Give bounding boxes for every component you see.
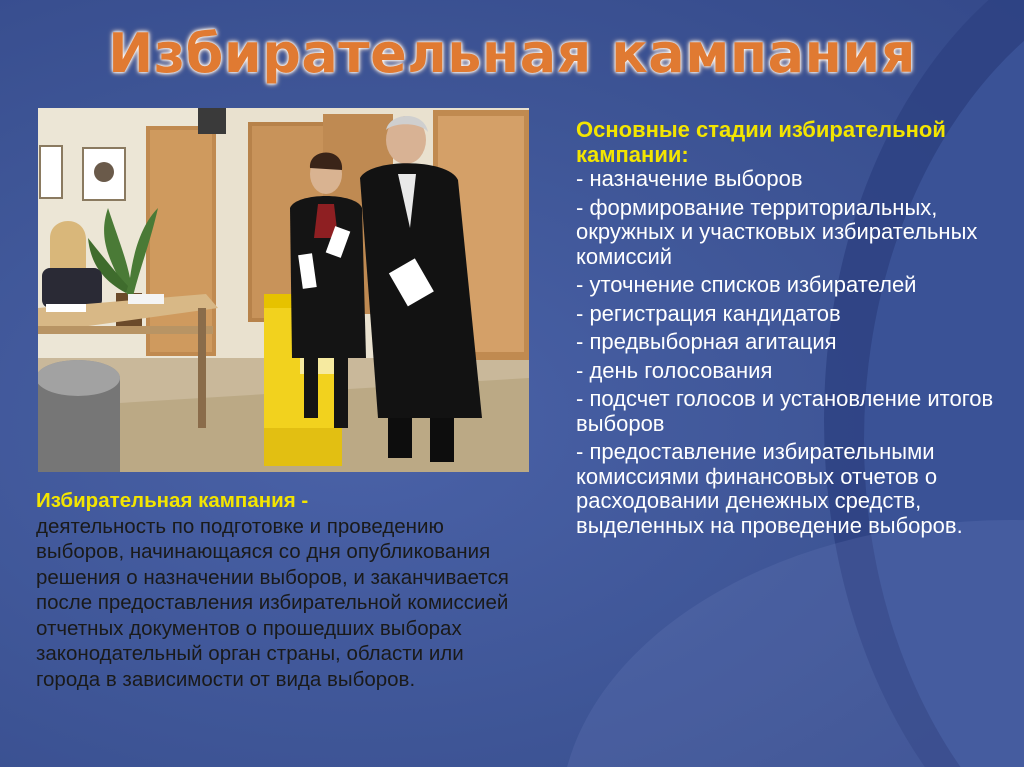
voting-photo — [38, 108, 529, 472]
definition-separator: - — [295, 489, 309, 512]
stage-item: - подсчет голосов и установление итогов выборов — [576, 386, 994, 436]
stage-item: - формирование территориальных, окружных и участковых избирательных комиссий — [576, 194, 978, 269]
stage-item: - регистрация кандидатов — [576, 300, 841, 326]
definition-text: деятельность по подготовке и проведению выборов, начинающаяся со дня опубликования решения о назначении выборов, и заканчивается после предоставления избирательной комиссией отчетных документов о прошедших выборах законодательный орган страны, области или города в зависимости от вида выборов. — [36, 514, 509, 691]
decorative-arc-bottom — [560, 520, 1024, 767]
stages-list — [576, 118, 996, 538]
definition-term: Избирательная кампания — [36, 489, 296, 512]
stage-item: - предвыборная агитация — [576, 329, 837, 354]
stage-item: - назначение выборов — [576, 166, 803, 191]
stages-heading: Основные стадии избирательной кампании: — [576, 117, 946, 167]
stage-item: - день голосования — [576, 357, 773, 383]
definition-paragraph — [36, 488, 516, 692]
stage-item: - уточнение списков избирателей — [576, 272, 917, 297]
slide-title: Избирательная кампания — [108, 22, 916, 85]
stage-item: - предоставление избирательными комиссиями финансовых отчетов о расходовании денежных средств, выделенных на проведение выборов. — [576, 439, 963, 538]
